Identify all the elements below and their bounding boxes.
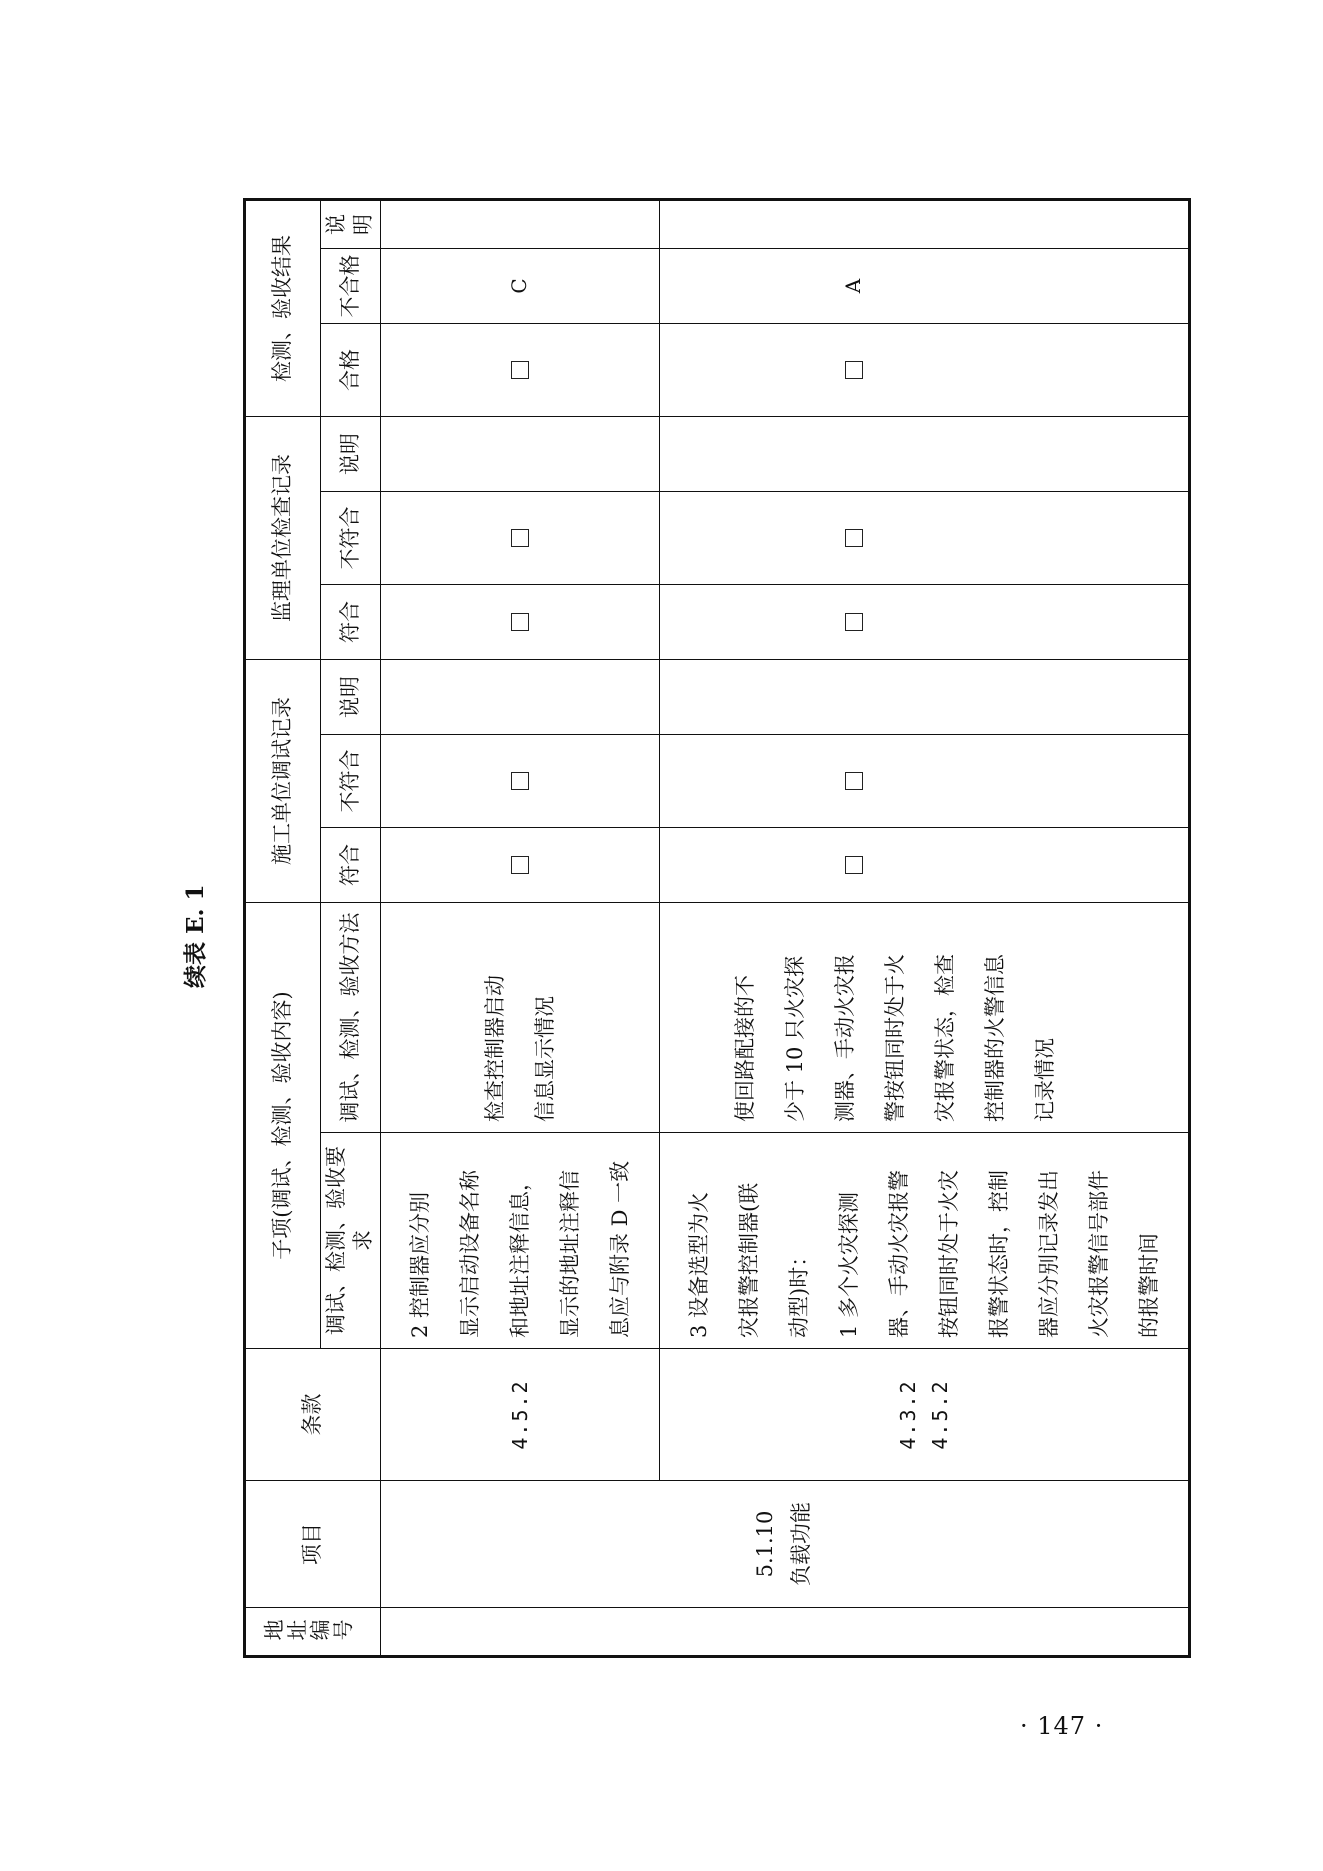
checkbox[interactable] <box>845 613 863 631</box>
header-pass: 合格 <box>321 323 381 416</box>
requirement-cell: 3 设备选型为火 灾报警控制器(联 动型)时： 1 多个火灾探测 器、手动火灾报警 按钮同时处于火灾 报警状态时，控制 器应分别记录发出 火灾报警信号部件 的报警时间 <box>659 1133 1189 1349</box>
clause-cell: 4.5.2 <box>380 1349 659 1481</box>
header-note-contractor: 说明 <box>321 659 381 734</box>
inspection-note-cell[interactable] <box>380 199 659 248</box>
inspection-note-cell[interactable] <box>659 199 1189 248</box>
acceptance-table-grid <box>243 198 1191 1658</box>
supervisor-nonconform-checkbox-cell[interactable] <box>380 491 659 584</box>
header-conform-supervisor: 符合 <box>321 584 381 659</box>
acceptance-table-rotated <box>243 201 1161 1658</box>
contractor-conform-checkbox-cell[interactable] <box>380 827 659 902</box>
table-title: 续表 E. 1 <box>182 884 209 988</box>
requirement-cell: 2 控制器应分别 显示启动设备名称 和地址注释信息， 显示的地址注释信 息应与附录 D 一致 <box>380 1133 659 1349</box>
header-conform-contractor: 符合 <box>321 827 381 902</box>
inspection-fail-cell <box>659 248 1189 323</box>
checkbox[interactable] <box>845 529 863 547</box>
method-cell: 检查控制器启动 信息显示情况 <box>380 902 659 1132</box>
clause-cell: 4.3.2 4.5.2 <box>659 1349 1189 1481</box>
method-cell: 使回路配接的不 少于 10 只火灾探 测器、手动火灾报 警按钮同时处于火 灾报警状态，检查 控制器的火警信息 记录情况 <box>659 902 1189 1132</box>
header-note-supervisor: 说明 <box>321 416 381 491</box>
checkbox[interactable] <box>511 772 529 790</box>
contractor-conform-checkbox-cell[interactable] <box>659 827 1189 902</box>
header-fail: 不合格 <box>321 248 381 323</box>
fail-mark: A <box>840 278 865 294</box>
project-number: 5.1.10 <box>753 1510 778 1578</box>
supervisor-note-cell[interactable] <box>380 416 659 491</box>
supervisor-note-cell[interactable] <box>659 416 1189 491</box>
checkbox[interactable] <box>511 361 529 379</box>
header-clause: 条款 <box>245 1349 381 1481</box>
header-inspection-group: 检测、验收结果 <box>245 199 321 416</box>
header-subitem-group: 子项(调试、检测、验收内容) <box>245 902 321 1348</box>
header-nonconform-supervisor: 不符合 <box>321 491 381 584</box>
supervisor-conform-checkbox-cell[interactable] <box>659 584 1189 659</box>
header-contractor-group: 施工单位调试记录 <box>245 659 321 902</box>
checkbox[interactable] <box>845 361 863 379</box>
contractor-note-cell[interactable] <box>380 659 659 734</box>
contractor-nonconform-checkbox-cell[interactable] <box>380 734 659 827</box>
header-address-no: 地址编号 <box>245 1608 381 1657</box>
checkbox[interactable] <box>511 856 529 874</box>
supervisor-conform-checkbox-cell[interactable] <box>380 584 659 659</box>
fail-mark: C <box>506 278 531 294</box>
supervisor-nonconform-checkbox-cell[interactable] <box>659 491 1189 584</box>
project-name: 负载功能 <box>789 1502 814 1586</box>
header-requirements: 调试、检测、验收要求 <box>321 1133 381 1349</box>
header-project: 项目 <box>245 1481 381 1608</box>
checkbox[interactable] <box>845 772 863 790</box>
inspection-fail-cell <box>380 248 659 323</box>
header-nonconform-contractor: 不符合 <box>321 734 381 827</box>
header-method: 调试、检测、验收方法 <box>321 902 381 1132</box>
page-number: · 147 · <box>1020 1712 1104 1740</box>
checkbox[interactable] <box>511 613 529 631</box>
contractor-note-cell[interactable] <box>659 659 1189 734</box>
checkbox[interactable] <box>845 856 863 874</box>
contractor-nonconform-checkbox-cell[interactable] <box>659 734 1189 827</box>
inspection-pass-checkbox-cell[interactable] <box>380 323 659 416</box>
inspection-pass-checkbox-cell[interactable] <box>659 323 1189 416</box>
checkbox[interactable] <box>511 529 529 547</box>
project-cell <box>380 1481 1189 1608</box>
address-no-cell <box>380 1608 1189 1657</box>
header-supervisor-group: 监理单位检查记录 <box>245 416 321 659</box>
header-note-inspection: 说明 <box>321 199 381 248</box>
